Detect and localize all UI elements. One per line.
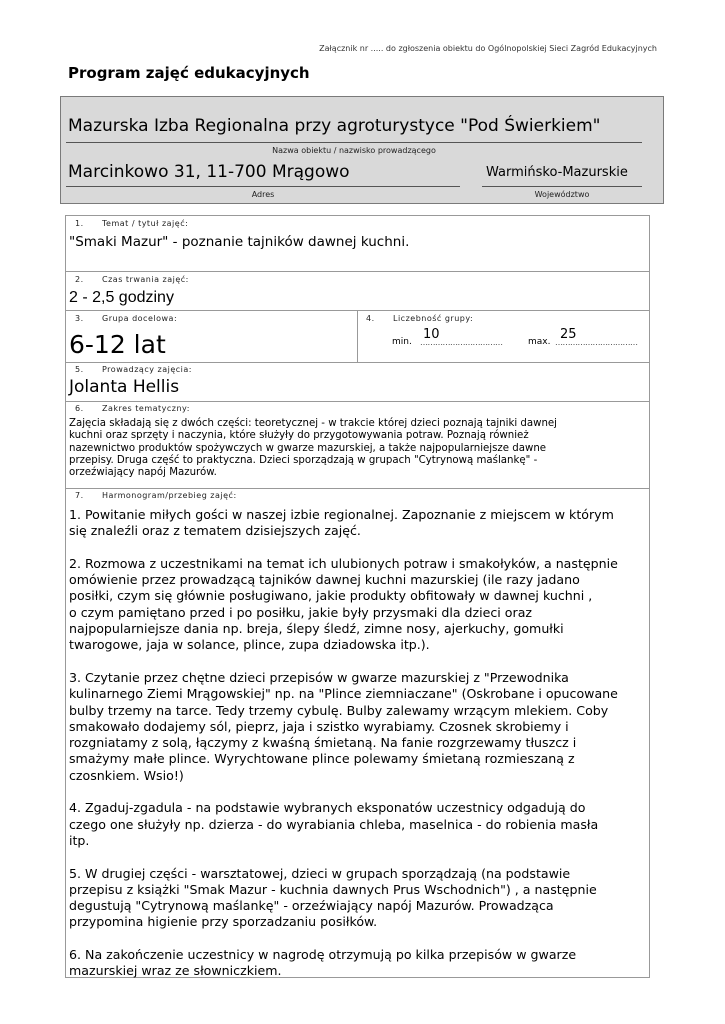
row-divider: [65, 271, 650, 272]
scope-line: przepisy. Druga część to praktyczna. Dzieci sporządzają w grupach "Cytrynową maślankę" -: [69, 454, 538, 466]
leader-label: 5. Prowadzący zajęcia:: [75, 365, 192, 374]
group-max-label: max.: [528, 337, 551, 347]
schedule-paragraph: 6. Na zakończenie uczestnicy w nagrodę otrzymują po kilka przepisów w gwarze mazurskiej wraz ze słowniczkiem.: [69, 947, 577, 979]
row-divider: [65, 401, 650, 402]
group-min-dots: ……………………………: [420, 338, 503, 347]
scope-line: orzeźwiający napój Mazurów.: [69, 467, 217, 479]
attachment-note: Załącznik nr ..... do zgłoszenia obiektu do Ogólnopolskiej Sieci Zagród Edukacyjnych: [319, 44, 657, 53]
schedule-label: 7. Harmonogram/przebieg zajęć:: [75, 491, 237, 500]
group-min-label: min.: [392, 337, 412, 347]
schedule-paragraph: 3. Czytanie przez chętne dzieci przepisów w gwarze mazurskiej z "Przewodnika kulinarnego Ziemi Mrągowskiej" np. na "Plince ziemniaczane" (Oskrobane i opucowane bulby trzemy na tarce. Tedy trzemy cybulę. Bulby zalewamy wrzącym mlekiem. Coby smakowało dodajemy sól, pieprz, jaja i szistko wyrabiamy. Czosnek skrobiemy i rozgniatamy z solą, łączymy z kwaśną śmietaną. Na fanie rozgrzewamy tłuszcz i smażymy małe plince. Wyrychtowane plince polewamy śmietaną rozmieszaną z czosnkiem. Wsio!): [69, 669, 618, 783]
scope-text: [69, 418, 649, 479]
program-title: Program zajęć edukacyjnych: [68, 64, 310, 82]
voivodeship-underline: [482, 186, 642, 187]
voivodeship-label: Województwo: [534, 190, 590, 199]
topic-value: "Smaki Mazur" - poznanie tajników dawnej kuchni.: [69, 234, 410, 250]
group-size-label: 4. Liczebność grupy:: [366, 314, 474, 323]
duration-label: 2. Czas trwania zajęć:: [75, 275, 189, 284]
row-divider: [65, 362, 650, 363]
group-max-dots: ……………………………: [555, 338, 638, 347]
column-divider: [357, 310, 358, 362]
scope-line: Zajęcia składają się z dwóch części: teoretycznej - w trakcie której dzieci poznają tajniki dawnej: [69, 418, 558, 429]
scope-label: 6. Zakres tematyczny:: [75, 404, 190, 413]
duration-value: 2 - 2,5 godziny: [69, 289, 174, 306]
group-min-value: 10: [423, 327, 440, 342]
voivodeship-value: Warmińsko-Mazurskie: [486, 165, 628, 180]
target-group-value: 6-12 lat: [69, 330, 166, 359]
object-address: Marcinkowo 31, 11-700 Mrągowo: [68, 162, 350, 182]
group-max-value: 25: [560, 327, 577, 342]
schedule-paragraph: 1. Powitanie miłych gości w naszej izbie regionalnej. Zapoznanie z miejscem w którym się znaleźli oraz z tematem dzisiejszych zajęć.: [69, 507, 614, 539]
object-name-label: Nazwa obiektu / nazwisko prowadzącego: [272, 146, 436, 155]
scope-line: nazewnictwo produktów spożywczych w gwarze mazurskiej, a także najpopularniejsze dawne: [69, 442, 547, 454]
schedule-paragraph: 4. Zgaduj-zgadula - na podstawie wybranych eksponatów uczestnicy odgadują do czego one służyły np. dzierza - do wyrabiania chleba, maselnica - do robienia masła itp.: [69, 800, 599, 848]
target-group-label: 3. Grupa docelowa:: [75, 314, 178, 323]
address-label: Adres: [251, 190, 275, 199]
schedule-text: [69, 507, 644, 996]
schedule-paragraph: 5. W drugiej części - warsztatowej, dzieci w grupach sporządzają (na podstawie przepisu z książki "Smak Mazur - kuchnia dawnych Prus Wschodnich") , a następnie degustują "Cytrynową maślankę" - orzeźwiający napój Mazurów. Prowadząca przypomina higienie przy sporzadzaniu posiłków.: [69, 865, 597, 930]
topic-label: 1. Temat / tytuł zajęć:: [75, 219, 189, 228]
object-name: Mazurska Izba Regionalna przy agroturystyce "Pod Świerkiem": [68, 116, 601, 136]
leader-value: Jolanta Hellis: [69, 377, 180, 397]
row-divider: [65, 488, 650, 489]
address-underline: [66, 186, 460, 187]
schedule-paragraph: 2. Rozmowa z uczestnikami na temat ich ulubionych potraw i smakołyków, a następnie omówienie przez prowadzącą tajników dawnej kuchni mazurskiej (ile razy jadano posiłki, czym się głównie posługiwano, jakie produkty obfitowały w dawnej kuchni , o czym pamiętano przed i po posiłku, jakie były przysmaki dla dzieci oraz najpopularniejsze dania np. breja, ślepy śledź, zimne nosy, ajerkuchy, gomułki twarogowe, jaja w solance, plince, zupa dziadowska itp.).: [69, 555, 618, 653]
object-name-underline: [66, 142, 642, 143]
scope-line: kuchni oraz sprzęty i naczynia, które służyły do przygotowywania potraw. Poznają również: [69, 430, 529, 442]
